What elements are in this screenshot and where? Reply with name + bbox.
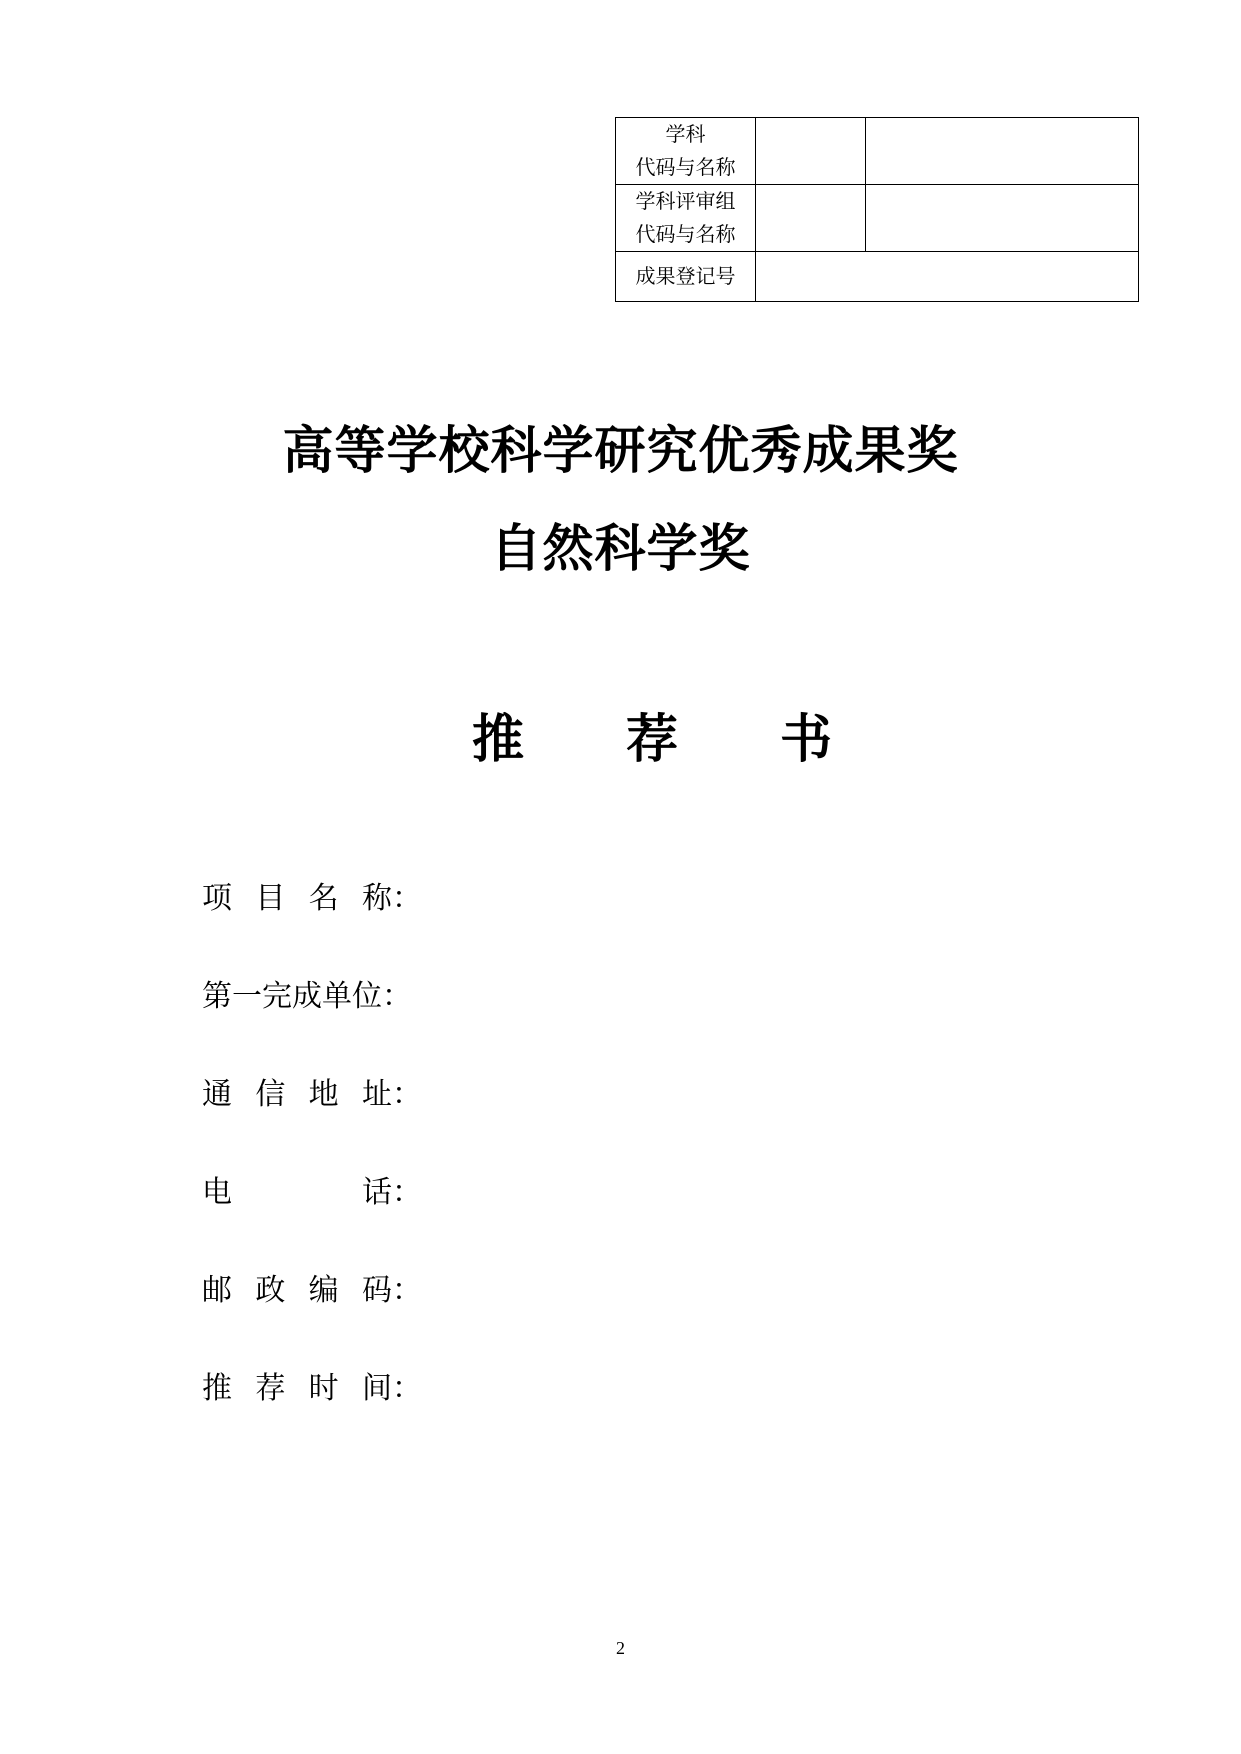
recommendation-date-label: 推 荐 时 间： [202, 1371, 422, 1406]
review-group-code-field[interactable] [756, 185, 866, 252]
first-unit-field[interactable] [422, 977, 1182, 1017]
address-field[interactable] [422, 1075, 1182, 1115]
subject-name-field[interactable] [866, 118, 1139, 185]
project-name-field[interactable] [422, 879, 1182, 919]
review-group-label: 学科评审组 代码与名称 [616, 185, 756, 252]
postal-code-field[interactable] [422, 1271, 1182, 1311]
registration-number-field[interactable] [756, 252, 1139, 302]
document-type-char: 荐 [625, 710, 678, 770]
postal-code-row [202, 1242, 1182, 1340]
registration-number-row [616, 252, 1139, 302]
review-group-row [616, 185, 1139, 252]
award-title: 高等学校科学研究优秀成果奖 [282, 422, 959, 481]
form-fields [202, 850, 1182, 1438]
document-type-title [472, 708, 832, 772]
review-group-name-field[interactable] [866, 185, 1139, 252]
registration-number-label: 成果登记号 [616, 252, 756, 302]
page-number: 2 [616, 1638, 625, 1658]
document-type-char: 书 [779, 710, 832, 770]
address-label: 通 信 地 址： [202, 1077, 422, 1112]
document-type-char: 推 [472, 710, 525, 770]
recommendation-date-field[interactable] [422, 1369, 1182, 1409]
address-row [202, 1046, 1182, 1144]
first-unit-label: 第一完成单位： [202, 979, 412, 1014]
project-name-row [202, 850, 1182, 948]
phone-row [202, 1144, 1182, 1242]
subject-code-label: 学科 代码与名称 [616, 118, 756, 185]
subject-code-row [616, 118, 1139, 185]
phone-label: 电 话： [202, 1175, 422, 1210]
recommendation-date-row [202, 1340, 1182, 1438]
classification-table [615, 117, 1139, 302]
phone-field[interactable] [422, 1173, 1182, 1213]
project-name-label: 项 目 名 称： [202, 881, 422, 916]
first-unit-row [202, 948, 1182, 1046]
postal-code-label: 邮 政 编 码： [202, 1273, 422, 1308]
subject-code-field[interactable] [756, 118, 866, 185]
award-category: 自然科学奖 [490, 520, 751, 579]
